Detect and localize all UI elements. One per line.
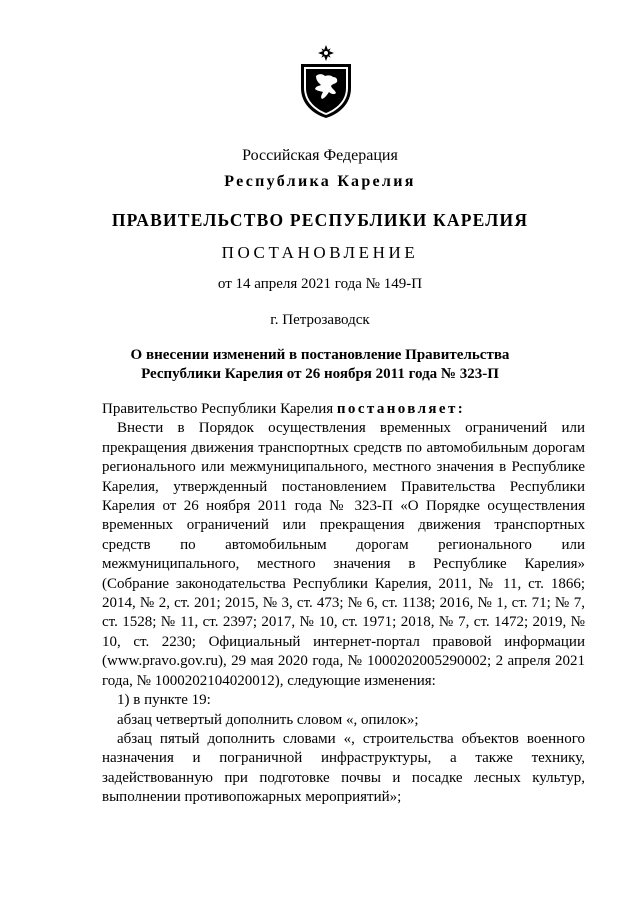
list-item-1: 1) в пункте 19:: [117, 692, 211, 709]
preamble-text: Правительство Республики Карелия: [102, 401, 337, 417]
preamble: [102, 400, 585, 419]
list-item-1-b: абзац пятый дополнить словами «, строительства объектов военного назначения и пограничной инфраструктуры, а также технику, задействованную при подготовке почвы и посадке лесных культур, выполнении противопожарных мероприятий»;: [102, 730, 585, 806]
paragraph-main: Внести в Порядок осуществления временных ограничений или прекращения движения транспортных средств по автомобильным дорогам регионального или межмуниципального, местного значения в Республике Карелия, утвержденный постановлением Правительства Республики Карелия от 26 ноября 2011 года № 323-П «О Порядке осуществления временных ограничений или прекращения движения транспортных средств по автомобильным дорогам регионального или межмуниципального, местного значения в Республике Карелия» (Собрание законодательства Республики Карелия, 2011, № 11, ст. 1866; 2014, № 2, ст. 201; 2015, № 3, ст. 473; № 6, ст. 1138; 2016, № 1, ст. 71; № 7, ст. 1528; № 11, ст. 2397; 2017, № 10, ст. 1971; 2018, № 7, ст. 1472; 2019, № 10, ст. 2230; Официальный интернет-портал правовой информации (www.pravo.gov.ru), 29 мая 2020 года, № 1000202005290002; 2 апреля 2021 года, № 1000202104020012), следующие изменения:: [102, 420, 585, 689]
karelia-coat-of-arms-icon: [297, 44, 355, 120]
list-item-1-a: абзац четвертый дополнить словом «, опилок»;: [117, 711, 419, 728]
date-and-number: от 14 апреля 2021 года № 149-П: [217, 276, 423, 292]
city-name: г. Петрозаводск: [270, 312, 370, 328]
government-name: ПРАВИТЕЛЬСТВО РЕСПУБЛИКИ КАРЕЛИЯ: [111, 210, 529, 230]
republic-name: Республика Карелия: [224, 173, 416, 190]
document-body: [102, 400, 585, 808]
preamble-action: постановляет:: [336, 401, 466, 417]
federation-name: Российская Федерация: [242, 147, 398, 164]
document-title-line-1: О внесении изменений в постановление Правительства: [130, 347, 510, 363]
document-type: ПОСТАНОВЛЕНИЕ: [221, 243, 419, 262]
document-title-line-2: Республики Карелия от 26 ноября 2011 года № 323-П: [141, 366, 499, 382]
